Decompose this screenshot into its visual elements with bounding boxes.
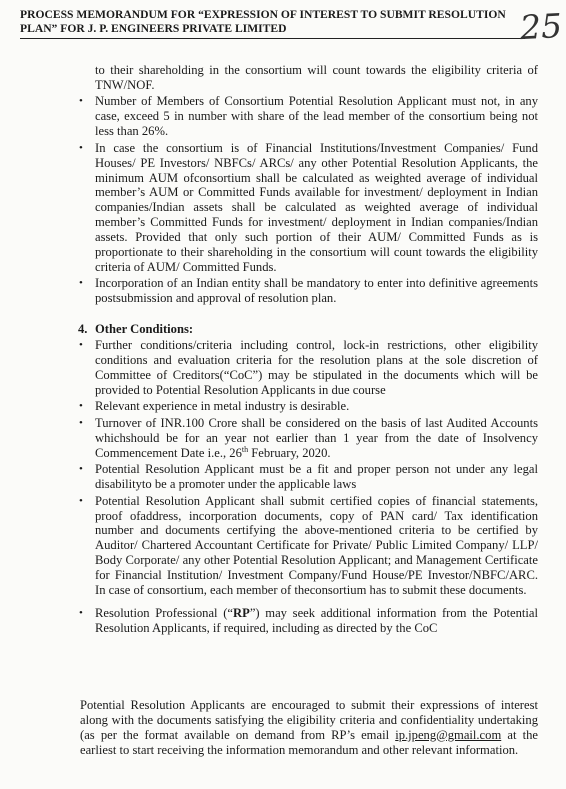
bullet-icon: • (79, 277, 83, 290)
bullet-icon: • (79, 463, 83, 476)
list-item: • Resolution Professional (“RP”) may seek additional information from the Potential Resolution Applicants, if required, including as directed by the CoC (79, 605, 538, 635)
bullet-icon: • (79, 141, 83, 154)
other-conditions-list (78, 338, 538, 636)
document-header (20, 8, 525, 39)
ordinal-suffix: th (241, 444, 249, 454)
header-title: PROCESS MEMORANDUM FOR “EXPRESSION OF INTEREST TO SUBMIT RESOLUTION PLAN” FOR J. P. ENGINEERS PRIVATE LIMITED (20, 8, 506, 35)
section-heading (78, 322, 538, 337)
section-title: Other Conditions: (95, 322, 194, 337)
bullet-icon: • (79, 606, 83, 619)
consortium-list (78, 94, 538, 306)
bullet-icon: • (79, 494, 83, 507)
document-body (78, 63, 538, 637)
list-item: • Turnover of INR.100 Crore shall be considered on the basis of last Audited Accounts whichshould be for an year not earlier than 1 year from the date of Insolvency Commencement Date i.e., 26th February, 2020. (79, 415, 538, 460)
section-number: 4. (78, 322, 88, 337)
bullet-icon: • (79, 400, 83, 413)
bullet-icon: • (79, 416, 83, 429)
bullet-icon: • (79, 95, 83, 108)
closing-paragraph: Potential Resolution Applicants are encouraged to submit their expressions of interest along with the documents satisfying the eligibility criteria and confidentiality undertaking (as per the format available on demand from RP’s email ip.jpeng@gmail.com at the earliest to start receiving the information memorandum and other relevant information. (80, 698, 538, 757)
list-item: • Potential Resolution Applicant must be a fit and proper person not under any legal disabilityto be a promoter under the applicable laws (79, 462, 538, 492)
rp-abbreviation: RP (233, 605, 250, 620)
page-number: 25 (518, 5, 563, 48)
list-item: • Incorporation of an Indian entity shall be mandatory to enter into definitive agreements postsubmission and approval of resolution plan. (79, 276, 538, 306)
bullet-icon: • (79, 339, 83, 352)
list-item: • Relevant experience in metal industry is desirable. (79, 399, 350, 414)
list-item: • Potential Resolution Applicant shall submit certified copies of financial statements, proof ofaddress, incorporation documents, copy of PAN card/ Tax identification number and documents certifying the above-mentioned criteria to be certified by Auditor/ Chartered Accountant Certificate for Private/ Public Limited Company/ LLP/ Body Corporate/ any other Potential Resolution Applicant; and Management Certificate for Financial Institution/ Investment Company/Fund House/PE Investor/NBFC/ARC. In case of consortium, each member of theconsortium has to submit these documents. (79, 493, 538, 598)
list-item: • Further conditions/criteria including control, lock-in restrictions, other eligibility conditions and evaluation criteria for the resolution plans at the sole discretion of Committee of Creditors(“CoC”) may be stipulated in the documents which will be provided to Potential Resolution Applicants in due course (79, 338, 538, 397)
list-item: • Number of Members of Consortium Potential Resolution Applicant must not, in any case, exceed 5 in number with share of the lead member of the consortium being not less than 26%. (79, 94, 538, 139)
list-item: • In case the consortium is of Financial Institutions/Investment Companies/ Fund Houses/ PE Investors/ NBFCs/ ARCs/ any other Potential Resolution Applicants, the minimum AUM ofconsortium shall be calculated as weighted average of individual member’s AUM or Committed Funds available for investment/ deployment in Indian companies/Indian assets shall be calculated as weighted average of individual member’s Committed Funds for investment/ deployment in Indian companies/Indian assets. Provided that only such portion of their AUM/ Committed Funds as is proportionate to their shareholding in the consortium will count towards the eligibility criteria of AUM/ Committed Funds. (79, 140, 538, 274)
email-link[interactable]: ip.jpeng@gmail.com (395, 727, 502, 742)
continuation-text: to their shareholding in the consortium will count towards the eligibility criteria of TNW/NOF. (95, 63, 538, 92)
